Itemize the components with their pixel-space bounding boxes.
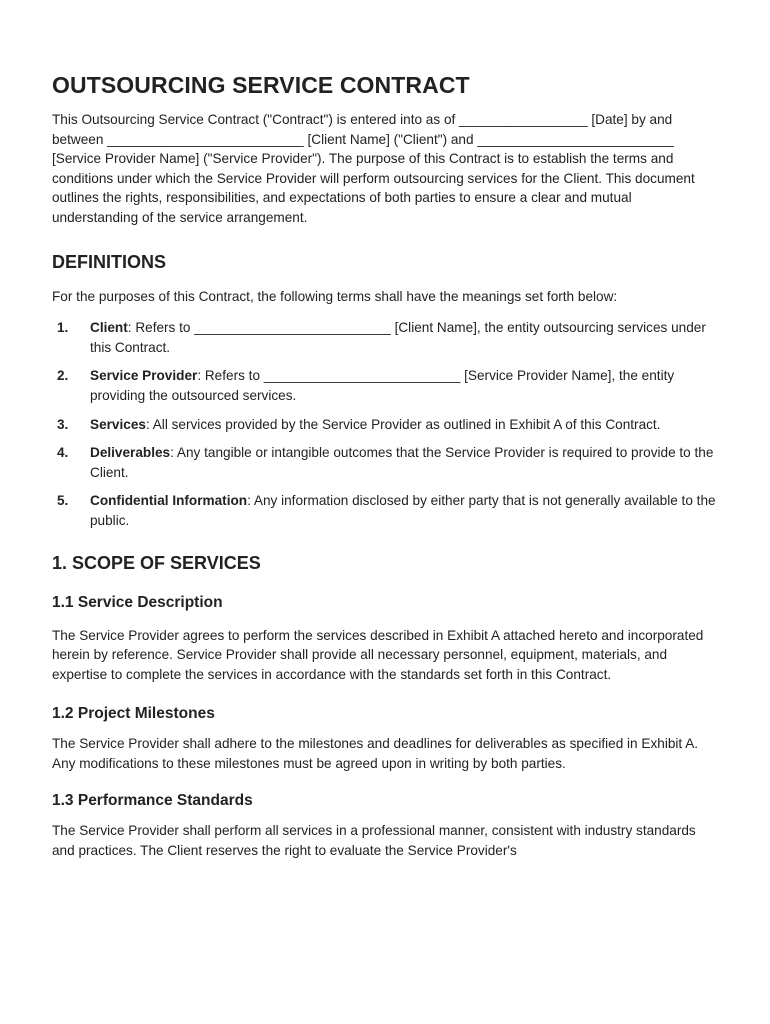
definition-number: 3. — [57, 416, 69, 432]
definitions-heading: DEFINITIONS — [52, 251, 167, 272]
section-1-3-heading: 1.3 Performance Standards — [52, 792, 253, 810]
definition-term: Client — [90, 320, 128, 336]
definition-term: Deliverables — [90, 445, 171, 461]
definition-item — [52, 318, 718, 357]
definition-text: : All services provided by the Service Provider as outlined in Exhibit A of this Contract. — [145, 416, 661, 432]
definition-number: 2. — [57, 368, 69, 384]
section-1-1-heading: 1.1 Service Description — [52, 593, 223, 611]
definition-text: : Any information disclosed by either party that is not generally available to the public. — [90, 493, 716, 528]
scope-heading: 1. SCOPE OF SERVICES — [52, 552, 261, 573]
definition-item — [52, 491, 718, 530]
definition-number: 5. — [57, 493, 69, 509]
document-title: OUTSOURCING SERVICE CONTRACT — [52, 72, 470, 98]
definition-item — [52, 366, 718, 405]
intro-paragraph: This Outsourcing Service Contract ("Contract") is entered into as of _________________ [Date] by and between __________________________ [Client Name] ("Client") and __________________________ [Service Provider Name] ("Service Provider"). The purpose of this Contract is to establish the terms and conditions under which the Service Provider will perform outsourcing services for the Client. This document outlines the rights, responsibilities, and expectations of both parties to ensure a clear and mutual understanding of the service arrangement. — [52, 112, 695, 225]
definition-term: Services — [90, 416, 146, 432]
definitions-list — [52, 318, 718, 530]
definition-item — [52, 443, 718, 482]
definition-text: : Refers to __________________________ [Service Provider Name], the entity providing the outsourced services. — [90, 368, 675, 403]
definition-term: Confidential Information — [90, 493, 248, 509]
definition-text: : Refers to __________________________ [Client Name], the entity outsourcing services under this Contract. — [90, 320, 706, 355]
definition-term: Service Provider — [90, 368, 198, 384]
section-1-1-text: The Service Provider agrees to perform the services described in Exhibit A attached hereto and incorporated herein by reference. Service Provider shall provide all necessary personnel, equipment, materials, and expertise to complete the services in accordance with the standards set forth in this Contract. — [52, 627, 704, 682]
section-1-2-heading: 1.2 Project Milestones — [52, 705, 215, 723]
section-1-3-text: The Service Provider shall perform all services in a professional manner, consistent with industry standards and practices. The Client reserves the right to evaluate the Service Provider's — [52, 823, 696, 859]
definition-item — [52, 415, 718, 435]
definition-number: 4. — [57, 445, 69, 461]
definition-number: 1. — [57, 320, 69, 336]
definition-text: : Any tangible or intangible outcomes that the Service Provider is required to provide to the Client. — [90, 445, 714, 480]
section-1-2-text: The Service Provider shall adhere to the milestones and deadlines for deliverables as specified in Exhibit A. Any modifications to these milestones must be agreed upon in writing by both parties. — [52, 736, 699, 771]
definitions-lead: For the purposes of this Contract, the following terms shall have the meanings set forth below: — [52, 288, 618, 304]
